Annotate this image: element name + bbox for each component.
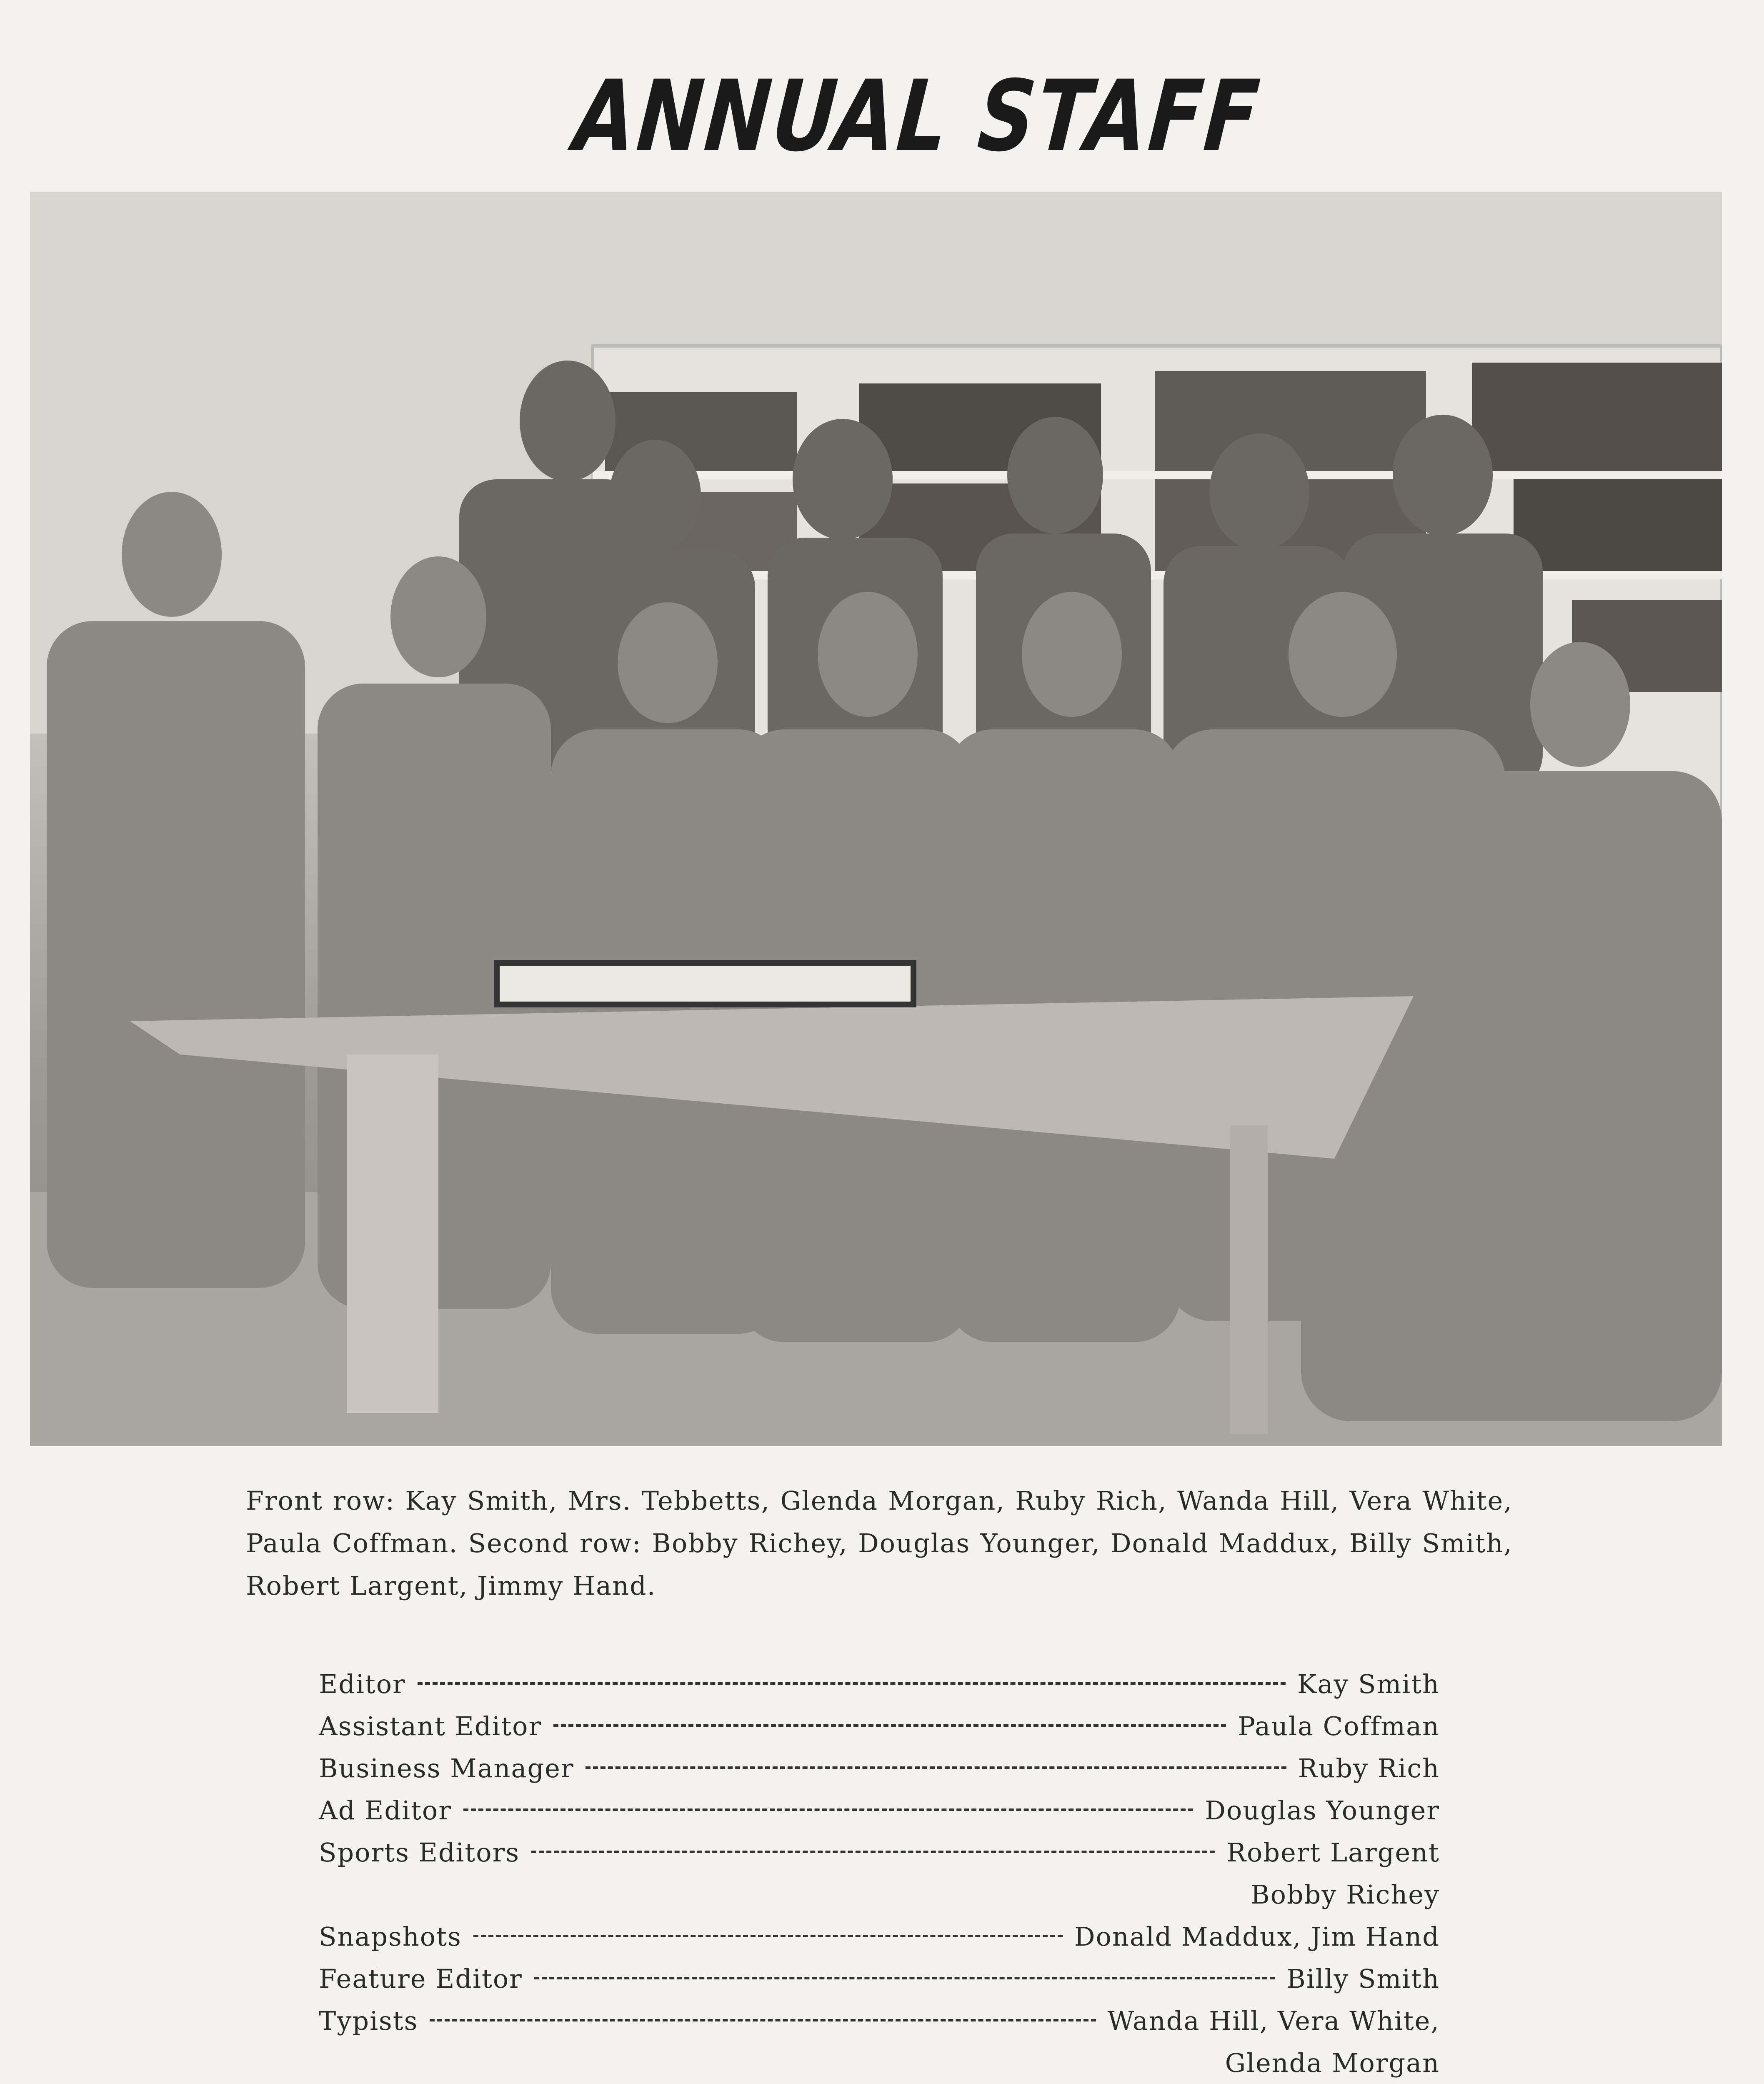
leader-dots	[418, 1682, 1286, 1685]
roster-role: Assistant Editor	[319, 1711, 542, 1741]
roster-row	[319, 1958, 1440, 2000]
roster-row	[319, 1916, 1440, 1958]
roster-name: Paula Coffman	[1238, 1711, 1440, 1741]
roster-role: Ad Editor	[319, 1795, 452, 1826]
roster-name: Wanda Hill, Vera White,	[1107, 2006, 1440, 2036]
leader-dots	[531, 1851, 1215, 1853]
roster-name: Ruby Rich	[1298, 1753, 1440, 1783]
roster-role: Feature Editor	[319, 1964, 523, 1994]
roster-name: Donald Maddux, Jim Hand	[1074, 1921, 1440, 1952]
roster-row	[319, 1747, 1440, 1789]
leader-dots	[463, 1808, 1193, 1811]
roster-name: Kay Smith	[1297, 1669, 1440, 1699]
staff-roster	[319, 1663, 1440, 2084]
roster-name-continued: Glenda Morgan	[1225, 2048, 1440, 2078]
leader-dots	[473, 1935, 1063, 1937]
roster-name-continued: Bobby Richey	[1251, 1879, 1440, 1910]
roster-row	[319, 1705, 1440, 1747]
roster-role: Sports Editors	[319, 1837, 520, 1868]
roster-name: Billy Smith	[1286, 1964, 1440, 1994]
roster-name: Robert Largent	[1226, 1837, 1440, 1868]
roster-row	[319, 1789, 1440, 1831]
roster-role: Typists	[319, 2006, 418, 2036]
photo-caption: Front row: Kay Smith, Mrs. Tebbetts, Glenda Morgan, Ruby Rich, Wanda Hill, Vera White, Paula Coffman. Second row: Bobby Richey, Douglas Younger, Donald Maddux, Billy Smith, Robert Largent, Jimmy Hand.	[246, 1485, 1513, 1601]
staff-group-photo	[30, 192, 1722, 1446]
leader-dots	[585, 1766, 1286, 1769]
roster-row	[319, 1831, 1440, 1874]
leader-dots	[534, 1977, 1275, 1979]
page-title: ANNUAL STAFF	[570, 60, 1265, 173]
roster-role: Business Manager	[319, 1753, 574, 1783]
leader-dots	[553, 1724, 1226, 1727]
roster-row	[319, 2000, 1440, 2042]
leader-dots	[430, 2019, 1096, 2021]
roster-row	[319, 1663, 1440, 1705]
roster-role: Snapshots	[319, 1921, 462, 1952]
roster-role: Editor	[319, 1669, 406, 1699]
roster-name: Douglas Younger	[1205, 1795, 1440, 1826]
